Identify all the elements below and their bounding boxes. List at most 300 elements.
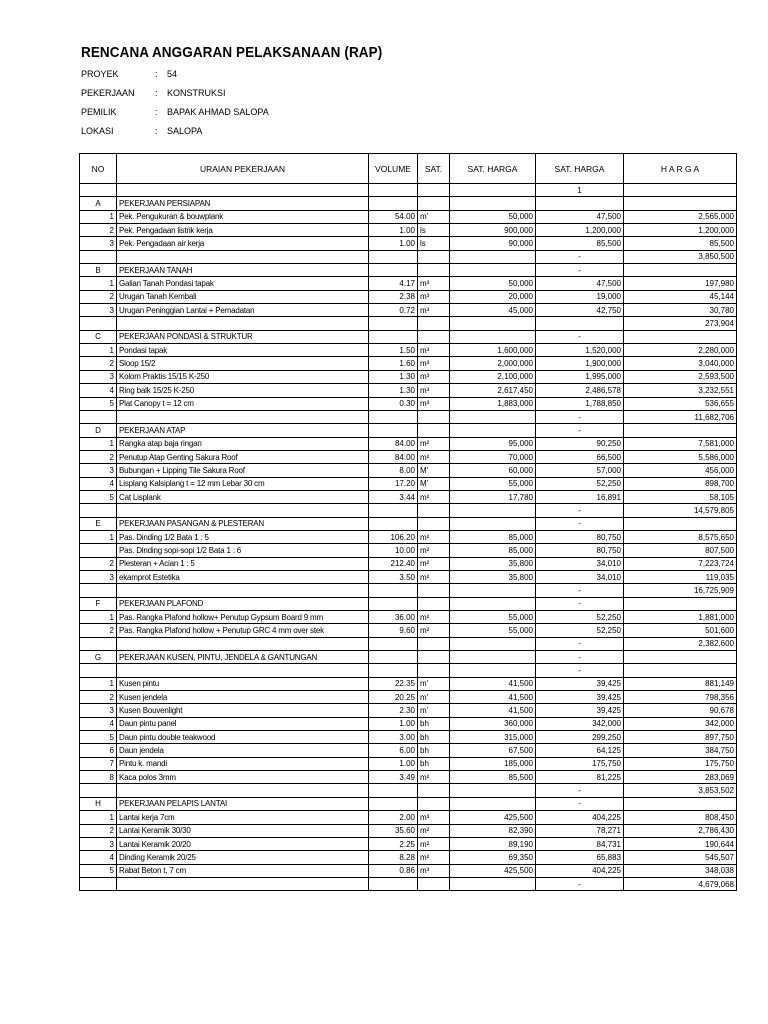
row-volume (369, 517, 418, 530)
row-sat-harga (450, 584, 536, 597)
meta-value: 54 (167, 69, 178, 79)
row-volume (369, 410, 418, 423)
row-sat: m³ (418, 811, 450, 824)
row-volume (369, 184, 418, 197)
row-sat: bh (418, 757, 450, 770)
row-sat-harga: 50,000 (450, 277, 536, 290)
row-uraian: PEKERJAAN PELAPIS LANTAI (117, 797, 369, 810)
header-volume: VOLUME (369, 154, 418, 184)
row-uraian: Lisplang Kalsiplang t = 12 mm Lebar 30 cm (117, 477, 369, 490)
row-sat: m³ (418, 304, 450, 317)
row-sat-harga (450, 410, 536, 423)
table-row (80, 611, 737, 624)
row-volume: 8.28 (369, 851, 418, 864)
table-row (80, 691, 737, 704)
row-sat-harga-2: 80,750 (536, 544, 624, 557)
row-sat (418, 330, 450, 343)
row-harga: 3,850,500 (624, 250, 737, 263)
row-volume: 0.72 (369, 304, 418, 317)
row-volume: 3.50 (369, 570, 418, 583)
row-harga (624, 651, 737, 664)
row-sat-harga (450, 797, 536, 810)
table-row (80, 637, 737, 650)
table-row (80, 344, 737, 357)
row-no: 2 (80, 357, 117, 370)
row-no: G (80, 651, 117, 664)
row-sat-harga: 82,390 (450, 824, 536, 837)
row-harga: 1,200,000 (624, 224, 737, 237)
row-no: 2 (80, 224, 117, 237)
row-sat-harga-2: - (536, 410, 624, 423)
row-harga: 283,069 (624, 771, 737, 784)
row-sat-harga: 315,000 (450, 731, 536, 744)
row-harga: 3,232,551 (624, 384, 737, 397)
row-sat-harga: 85,500 (450, 771, 536, 784)
row-volume: 54.00 (369, 210, 418, 223)
header-sat-harga-2: SAT. HARGA (536, 154, 624, 184)
row-harga (624, 264, 737, 277)
row-harga: 456,000 (624, 464, 737, 477)
row-no: 1 (80, 811, 117, 824)
row-sat (418, 504, 450, 517)
row-sat (418, 597, 450, 610)
row-harga: 898,700 (624, 477, 737, 490)
row-sat: m' (418, 210, 450, 223)
row-volume: 1.50 (369, 344, 418, 357)
row-uraian: Rangka atap baja ringan (117, 437, 369, 450)
row-uraian: Pas. Dinding sopi-sopi 1/2 Bata 1 : 6 (117, 544, 369, 557)
meta-row-pemilik: PEMILIK : BAPAK AHMAD SALOPA (81, 103, 481, 122)
row-uraian: Lantai kerja 7cm (117, 811, 369, 824)
row-sat-harga-2: 16,891 (536, 490, 624, 503)
row-volume: 2.38 (369, 290, 418, 303)
row-sat: m' (418, 704, 450, 717)
row-uraian: Urugan Tanah Kembali (117, 290, 369, 303)
row-sat-harga (450, 877, 536, 890)
row-volume (369, 637, 418, 650)
meta-row-proyek: PROYEK : 54 (81, 65, 481, 84)
row-volume: 1.00 (369, 237, 418, 250)
row-sat-harga: 20,000 (450, 290, 536, 303)
row-harga: 11,682,706 (624, 410, 737, 423)
row-volume: 84.00 (369, 450, 418, 463)
row-volume: 212.40 (369, 557, 418, 570)
row-volume: 1.00 (369, 224, 418, 237)
row-sat-harga-2: - (536, 637, 624, 650)
row-sat-harga-2: 65,883 (536, 851, 624, 864)
row-no (80, 584, 117, 597)
table-row (80, 184, 737, 197)
table-row (80, 410, 737, 423)
row-volume: 3.44 (369, 490, 418, 503)
row-volume: 3.49 (369, 771, 418, 784)
row-harga: 384,750 (624, 744, 737, 757)
table-row (80, 237, 737, 250)
row-uraian: Plesteran + Acian 1 : 5 (117, 557, 369, 570)
row-no: 7 (80, 757, 117, 770)
row-sat-harga: 45,000 (450, 304, 536, 317)
row-harga (624, 597, 737, 610)
row-harga (624, 664, 737, 677)
row-harga: 14,579,805 (624, 504, 737, 517)
row-sat: m² (418, 851, 450, 864)
row-sat: m² (418, 611, 450, 624)
row-volume: 1.60 (369, 357, 418, 370)
meta-row-lokasi: LOKASI : SALOPA (81, 122, 481, 141)
row-no: 4 (80, 717, 117, 730)
row-volume: 6.00 (369, 744, 418, 757)
row-harga: 342,000 (624, 717, 737, 730)
row-harga: 30,780 (624, 304, 737, 317)
row-harga: 2,565,000 (624, 210, 737, 223)
row-sat (418, 784, 450, 797)
row-volume (369, 264, 418, 277)
row-volume (369, 597, 418, 610)
header-uraian: URAIAN PEKERJAAN (117, 154, 369, 184)
row-no: 2 (80, 557, 117, 570)
row-sat-harga-2: 81,225 (536, 771, 624, 784)
row-uraian: Lantai Keramik 30/30 (117, 824, 369, 837)
row-harga: 273,904 (624, 317, 737, 330)
table-row (80, 864, 737, 877)
row-volume: 1.00 (369, 757, 418, 770)
table-row (80, 877, 737, 890)
row-sat: m² (418, 837, 450, 850)
row-sat-harga (450, 330, 536, 343)
table-row (80, 197, 737, 210)
row-sat (418, 424, 450, 437)
row-sat-harga: 2,000,000 (450, 357, 536, 370)
row-uraian: PEKERJAAN ATAP (117, 424, 369, 437)
row-uraian: Pek. Pengadaan listrik kerja (117, 224, 369, 237)
row-uraian (117, 504, 369, 517)
row-uraian (117, 664, 369, 677)
row-volume (369, 651, 418, 664)
row-uraian: Plat Canopy t = 12 cm (117, 397, 369, 410)
row-sat-harga: 95,000 (450, 437, 536, 450)
table-row (80, 304, 737, 317)
row-no: 1 (80, 611, 117, 624)
row-sat: ls (418, 224, 450, 237)
meta-label: PEKERJAAN (81, 88, 135, 98)
table-body (80, 184, 737, 891)
meta-value: BAPAK AHMAD SALOPA (167, 107, 269, 117)
table-row (80, 837, 737, 850)
row-sat-harga (450, 317, 536, 330)
row-sat-harga (450, 784, 536, 797)
table-row (80, 477, 737, 490)
meta-label: PROYEK (81, 69, 119, 79)
row-sat-harga: 70,000 (450, 450, 536, 463)
row-volume: 35.60 (369, 824, 418, 837)
row-harga: 197,980 (624, 277, 737, 290)
row-sat-harga-2: 90,250 (536, 437, 624, 450)
row-uraian: Daun jendela (117, 744, 369, 757)
meta-label: LOKASI (81, 126, 114, 136)
row-sat: m² (418, 530, 450, 543)
header-sat: SAT. (418, 154, 450, 184)
row-sat-harga-2 (536, 317, 624, 330)
row-sat-harga-2: 52,250 (536, 624, 624, 637)
row-harga: 85,500 (624, 237, 737, 250)
row-uraian (117, 637, 369, 650)
row-sat (418, 250, 450, 263)
table-row (80, 450, 737, 463)
row-sat-harga-2: 57,000 (536, 464, 624, 477)
row-sat (418, 197, 450, 210)
row-sat: m³ (418, 344, 450, 357)
table-row (80, 704, 737, 717)
row-uraian: Pek. Pengukuran & bouwplank (117, 210, 369, 223)
row-sat: bh (418, 744, 450, 757)
row-no: 3 (80, 370, 117, 383)
row-uraian: Penutup Atap Genting Sakura Roof (117, 450, 369, 463)
table-row (80, 717, 737, 730)
row-no: F (80, 597, 117, 610)
row-sat-harga-2: 1,788,850 (536, 397, 624, 410)
row-no: 3 (80, 464, 117, 477)
row-uraian: Urugan Peninggian Lantai + Pemadatan (117, 304, 369, 317)
row-harga: 3,040,000 (624, 357, 737, 370)
row-sat: m² (418, 450, 450, 463)
row-no: 1 (80, 437, 117, 450)
row-no (80, 784, 117, 797)
row-volume (369, 584, 418, 597)
row-sat-harga-2: 78,271 (536, 824, 624, 837)
row-sat-harga-2: 66,500 (536, 450, 624, 463)
row-sat-harga (450, 504, 536, 517)
row-sat: m³ (418, 384, 450, 397)
row-sat-harga: 60,000 (450, 464, 536, 477)
row-sat-harga-2: 42,750 (536, 304, 624, 317)
table-row (80, 851, 737, 864)
row-sat (418, 410, 450, 423)
row-no: 4 (80, 384, 117, 397)
table-row (80, 597, 737, 610)
row-harga (624, 424, 737, 437)
row-no: 3 (80, 704, 117, 717)
row-sat-harga-2: 80,750 (536, 530, 624, 543)
row-no (80, 317, 117, 330)
row-no: 1 (80, 677, 117, 690)
row-sat-harga (450, 597, 536, 610)
row-sat-harga-2: - (536, 597, 624, 610)
row-uraian: Lantai Keramik 20/20 (117, 837, 369, 850)
meta-value: SALOPA (167, 126, 203, 136)
row-sat-harga: 69,350 (450, 851, 536, 864)
row-volume (369, 197, 418, 210)
table-row (80, 370, 737, 383)
row-uraian (117, 877, 369, 890)
row-sat-harga-2: 19,000 (536, 290, 624, 303)
row-uraian: Daun pintu double teakwood (117, 731, 369, 744)
row-sat-harga-2: 52,250 (536, 611, 624, 624)
row-sat: ls (418, 237, 450, 250)
row-uraian: Kolom Praktis 15/15 K-250 (117, 370, 369, 383)
table-row (80, 490, 737, 503)
row-no: 5 (80, 731, 117, 744)
row-sat (418, 317, 450, 330)
table-row (80, 384, 737, 397)
row-sat-harga-2: - (536, 424, 624, 437)
table-row (80, 624, 737, 637)
table-row (80, 771, 737, 784)
row-harga: 16,725,909 (624, 584, 737, 597)
row-sat: M' (418, 464, 450, 477)
row-sat-harga-2: 64,125 (536, 744, 624, 757)
row-no: 2 (80, 824, 117, 837)
row-no: 2 (80, 450, 117, 463)
row-sat-harga: 90,000 (450, 237, 536, 250)
row-uraian: PEKERJAAN TANAH (117, 264, 369, 277)
row-sat: m² (418, 490, 450, 503)
row-sat-harga: 425,500 (450, 864, 536, 877)
row-sat: m' (418, 677, 450, 690)
row-sat: m³ (418, 397, 450, 410)
row-volume: 2.25 (369, 837, 418, 850)
row-sat-harga-2 (536, 197, 624, 210)
row-sat: m² (418, 544, 450, 557)
table-row (80, 277, 737, 290)
row-sat-harga-2: 47,500 (536, 210, 624, 223)
row-sat-harga (450, 264, 536, 277)
row-uraian: PEKERJAAN PASANGAN & PLESTERAN (117, 517, 369, 530)
row-sat-harga (450, 651, 536, 664)
row-volume: 1.00 (369, 717, 418, 730)
project-info (81, 65, 481, 141)
row-sat-harga (450, 424, 536, 437)
row-no (80, 504, 117, 517)
row-no: 4 (80, 477, 117, 490)
row-sat: m² (418, 437, 450, 450)
table-row (80, 557, 737, 570)
row-sat-harga: 1,600,000 (450, 344, 536, 357)
row-sat (418, 797, 450, 810)
row-sat: bh (418, 717, 450, 730)
row-harga: 501,600 (624, 624, 737, 637)
row-sat-harga-2: 404,225 (536, 811, 624, 824)
row-volume: 1.30 (369, 370, 418, 383)
row-sat-harga: 41,500 (450, 677, 536, 690)
row-no (80, 410, 117, 423)
row-volume: 106.20 (369, 530, 418, 543)
row-sat-harga: 41,500 (450, 704, 536, 717)
row-sat-harga-2: 1,520,000 (536, 344, 624, 357)
row-sat-harga-2: 47,500 (536, 277, 624, 290)
row-harga: 58,105 (624, 490, 737, 503)
row-sat (418, 517, 450, 530)
row-harga: 119,035 (624, 570, 737, 583)
row-no: E (80, 517, 117, 530)
table-row (80, 504, 737, 517)
row-no: 2 (80, 691, 117, 704)
row-no: B (80, 264, 117, 277)
row-sat-harga-2: 1 (536, 184, 624, 197)
row-uraian: Kusen Bouvenlight (117, 704, 369, 717)
row-sat (418, 637, 450, 650)
table-row (80, 584, 737, 597)
row-no (80, 250, 117, 263)
row-sat-harga-2: 342,000 (536, 717, 624, 730)
row-sat: m² (418, 557, 450, 570)
row-uraian: Ring balk 15/25 K-250 (117, 384, 369, 397)
row-uraian: Dinding Keramik 20/25 (117, 851, 369, 864)
row-no: 1 (80, 210, 117, 223)
row-volume: 2.00 (369, 811, 418, 824)
row-no: 3 (80, 570, 117, 583)
row-sat-harga (450, 184, 536, 197)
row-uraian: Kusen jendela (117, 691, 369, 704)
row-sat: bh (418, 731, 450, 744)
row-no: 5 (80, 490, 117, 503)
row-no: 5 (80, 864, 117, 877)
row-harga: 45,144 (624, 290, 737, 303)
row-uraian: Kaca polos 3mm (117, 771, 369, 784)
row-volume: 0.30 (369, 397, 418, 410)
row-no (80, 637, 117, 650)
table-row (80, 437, 737, 450)
row-sat-harga-2: 1,995,000 (536, 370, 624, 383)
row-harga: 2,382,600 (624, 637, 737, 650)
row-sat-harga: 85,000 (450, 544, 536, 557)
row-sat-harga: 41,500 (450, 691, 536, 704)
row-no: 2 (80, 290, 117, 303)
row-sat-harga-2: 52,250 (536, 477, 624, 490)
header-harga: H A R G A (624, 154, 737, 184)
table-row (80, 517, 737, 530)
row-sat: M' (418, 477, 450, 490)
row-sat-harga: 50,000 (450, 210, 536, 223)
row-harga: 5,586,000 (624, 450, 737, 463)
row-uraian: Cat Lisplank (117, 490, 369, 503)
table-row (80, 811, 737, 824)
row-harga: 8,575,650 (624, 530, 737, 543)
row-uraian (117, 784, 369, 797)
row-sat: m² (418, 824, 450, 837)
row-sat-harga-2: 85,500 (536, 237, 624, 250)
row-sat-harga-2: - (536, 504, 624, 517)
table-row (80, 664, 737, 677)
row-no: C (80, 330, 117, 343)
row-no: D (80, 424, 117, 437)
table-row (80, 264, 737, 277)
row-sat (418, 184, 450, 197)
row-sat-harga: 85,000 (450, 530, 536, 543)
row-sat (418, 664, 450, 677)
table-header-row (80, 154, 737, 184)
row-no: 8 (80, 771, 117, 784)
row-sat-harga: 55,000 (450, 624, 536, 637)
row-uraian: Daun pintu panel (117, 717, 369, 730)
row-sat: m³ (418, 370, 450, 383)
row-sat-harga: 1,883,000 (450, 397, 536, 410)
meta-row-pekerjaan: PEKERJAAN : KONSTRUKSI (81, 84, 481, 103)
row-volume: 84.00 (369, 437, 418, 450)
table-row (80, 797, 737, 810)
row-sat-harga-2: - (536, 264, 624, 277)
row-sat: m² (418, 570, 450, 583)
header-sat-harga: SAT. HARGA (450, 154, 536, 184)
row-volume (369, 250, 418, 263)
row-harga: 2,786,430 (624, 824, 737, 837)
row-harga: 808,450 (624, 811, 737, 824)
row-sat-harga-2: - (536, 784, 624, 797)
row-sat: m' (418, 691, 450, 704)
row-sat-harga-2: 1,200,000 (536, 224, 624, 237)
row-no (80, 184, 117, 197)
row-sat-harga: 55,000 (450, 477, 536, 490)
row-sat-harga-2: 34,010 (536, 557, 624, 570)
